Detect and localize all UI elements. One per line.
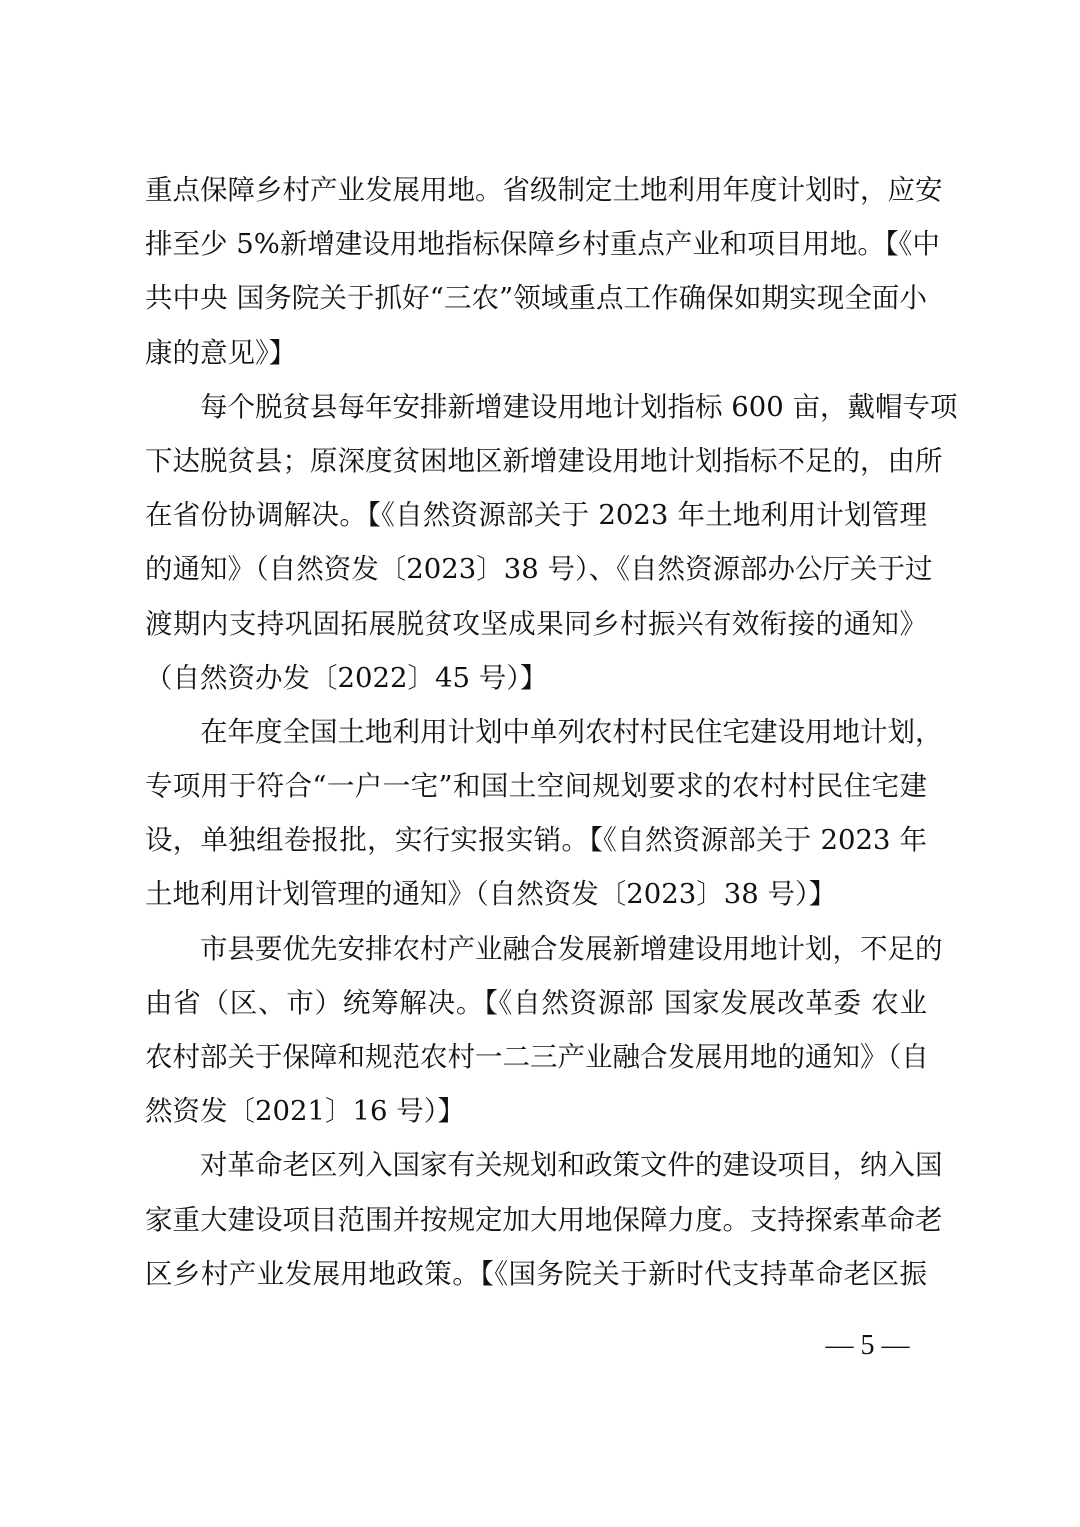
- text-line: 土地利用计划管理的通知》（自然资发〔2023〕38 号）】: [145, 878, 837, 911]
- text-line: 下达脱贫县；原深度贫困地区新增建设用地计划指标不足的，由所: [145, 444, 943, 477]
- text-line: 农村部关于保障和规范农村一二三产业融合发展用地的通知》（自: [145, 1041, 929, 1073]
- text-line: 渡期内支持巩固拓展脱贫攻坚成果同乡村振兴有效衔接的通知》: [145, 607, 927, 640]
- body-text: [145, 163, 958, 1301]
- text-line: 专项用于符合“一户一宅”和国土空间规划要求的农村村民住宅建: [145, 770, 927, 803]
- text-line: 对革命老区列入国家有关规划和政策文件的建设项目，纳入国: [200, 1149, 943, 1182]
- text-line: （自然资办发〔2022〕45 号）】: [145, 661, 548, 694]
- text-line: 康的意见》】: [145, 336, 297, 369]
- text-line: 然资发〔2021〕16 号）】: [145, 1095, 465, 1128]
- text-line: 每个脱贫县每年安排新增建设用地计划指标 600 亩，戴帽专项: [200, 390, 958, 423]
- text-line: 区乡村产业发展用地政策。【《国务院关于新时代支持革命老区振: [145, 1257, 927, 1290]
- text-line: 在年度全国土地利用计划中单列农村村民住宅建设用地计划，: [200, 715, 943, 748]
- text-line: 由省（区、市）统筹解决。【《自然资源部 国家发展改革委 农业: [145, 986, 927, 1019]
- text-line: 在省份协调解决。【《自然资源部关于 2023 年土地利用计划管理: [145, 499, 927, 532]
- text-line: 市县要优先安排农村产业融合发展新增建设用地计划，不足的: [200, 932, 943, 965]
- text-line: 设，单独组卷报批，实行实报实销。【《自然资源部关于 2023 年: [145, 824, 927, 857]
- text-line: 共中央 国务院关于抓好“三农”领域重点工作确保如期实现全面小: [145, 282, 927, 315]
- text-line: 重点保障乡村产业发展用地。省级制定土地利用年度计划时，应安: [145, 174, 943, 206]
- text-line: 排至少 5%新增建设用地指标保障乡村重点产业和项目用地。【《中: [145, 228, 940, 261]
- text-line: 家重大建设项目范围并按规定加大用地保障力度。支持探索革命老: [145, 1203, 943, 1236]
- page-number: — 5 —: [825, 1330, 910, 1361]
- text-line: 的通知》（自然资发〔2023〕38 号）、《自然资源部办公厅关于过: [145, 553, 933, 586]
